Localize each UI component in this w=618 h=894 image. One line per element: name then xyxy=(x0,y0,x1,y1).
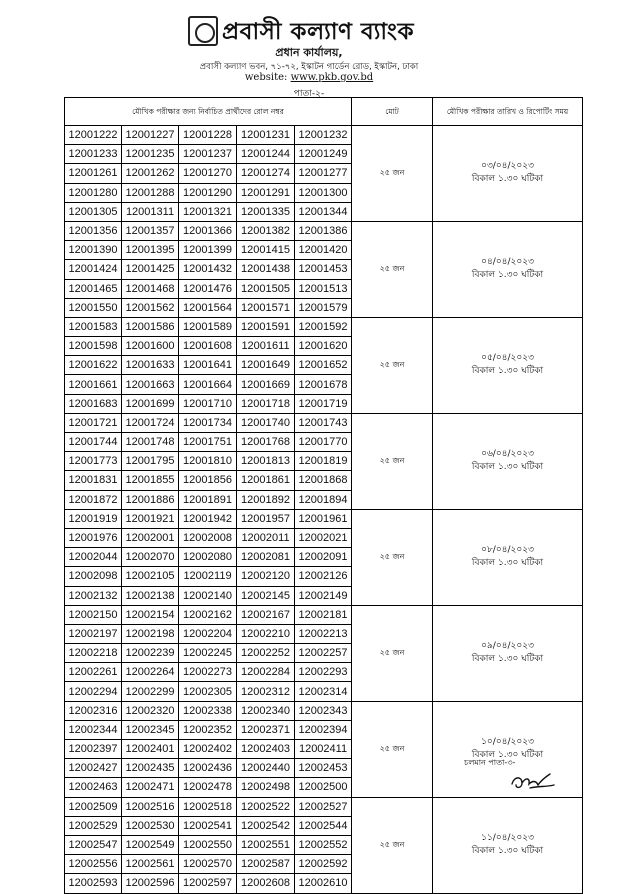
roll-number-cell: 12002587 xyxy=(237,855,295,874)
roll-number-cell: 12001744 xyxy=(65,433,122,452)
header-date: মৌখিক পরীক্ষার তারিখ ও রিপোর্টিং সময় xyxy=(433,98,583,126)
roll-number-cell: 12002344 xyxy=(65,720,122,739)
roll-number-cell: 12002541 xyxy=(179,816,237,835)
roll-number-cell: 12001886 xyxy=(122,490,179,509)
roll-number-cell: 12002245 xyxy=(179,644,237,663)
roll-number-cell: 12001300 xyxy=(295,183,352,202)
table-row xyxy=(65,317,583,336)
roll-number-cell: 12001386 xyxy=(295,221,352,240)
roll-number-cell: 12001468 xyxy=(122,279,179,298)
roll-number-cell: 12001872 xyxy=(65,490,122,509)
roll-number-cell: 12001589 xyxy=(179,317,237,336)
roll-number-cell: 12001233 xyxy=(65,145,122,164)
roll-number-cell: 12002197 xyxy=(65,624,122,643)
bank-logo xyxy=(188,16,218,46)
roll-number-cell: 12001743 xyxy=(295,413,352,432)
table-row xyxy=(65,701,583,720)
roll-number-cell: 12001718 xyxy=(237,394,295,413)
roll-number-cell: 12001513 xyxy=(295,279,352,298)
page-number: পাতা-২- xyxy=(293,89,325,99)
table-row xyxy=(65,413,583,432)
group-total-cell: ২৫ জন xyxy=(352,413,433,509)
roll-number-cell: 12002239 xyxy=(122,644,179,663)
roll-number-cell: 12001957 xyxy=(237,509,295,528)
roll-number-cell: 12001505 xyxy=(237,279,295,298)
table-header-row xyxy=(65,98,583,126)
logo-seal xyxy=(195,23,215,43)
roll-number-cell: 12001669 xyxy=(237,375,295,394)
roll-number-cell: 12002570 xyxy=(179,855,237,874)
office-address: প্রবাসী কল্যাণ ভবন, ৭১-৭২, ইস্কাটন গার্ডেন রোড, ইস্কাটন, ঢাকা xyxy=(199,62,419,72)
roll-number-cell: 12001620 xyxy=(295,337,352,356)
roll-number-cell: 12001583 xyxy=(65,317,122,336)
group-date-cell xyxy=(433,221,583,317)
group-total-cell: ২৫ জন xyxy=(352,797,433,893)
roll-number-cell: 12002044 xyxy=(65,548,122,567)
roll-number-cell: 12001641 xyxy=(179,356,237,375)
roll-number-cell: 12001564 xyxy=(179,298,237,317)
roll-number-cell: 12001562 xyxy=(122,298,179,317)
roll-number-cell: 12001721 xyxy=(65,413,122,432)
group-total-cell: ২৫ জন xyxy=(352,126,433,222)
roll-number-cell: 12001831 xyxy=(65,471,122,490)
group-date-cell xyxy=(433,605,583,701)
roll-number-cell: 12002257 xyxy=(295,644,352,663)
roll-number-cell: 12001868 xyxy=(295,471,352,490)
roll-number-cell: 12002340 xyxy=(237,701,295,720)
roll-number-cell: 12002518 xyxy=(179,797,237,816)
roll-number-cell: 12001465 xyxy=(65,279,122,298)
interview-date: ০৫/০৪/২০২৩ xyxy=(481,353,534,364)
roll-number-cell: 12001586 xyxy=(122,317,179,336)
roll-number-cell: 12002522 xyxy=(237,797,295,816)
roll-number-cell: 12002294 xyxy=(65,682,122,701)
roll-number-cell: 12001740 xyxy=(237,413,295,432)
interview-date: ০৯/০৪/২০২৩ xyxy=(481,641,534,652)
roll-number-cell: 12002401 xyxy=(122,740,179,759)
roll-number-cell: 12001395 xyxy=(122,241,179,260)
roll-number-cell: 12002343 xyxy=(295,701,352,720)
roll-number-cell: 12002593 xyxy=(65,874,122,893)
roll-number-cell: 12002544 xyxy=(295,816,352,835)
roll-number-cell: 12001228 xyxy=(179,126,237,145)
roll-number-cell: 12002435 xyxy=(122,759,179,778)
group-total-cell: ২৫ জন xyxy=(352,605,433,701)
roll-number-cell: 12002542 xyxy=(237,816,295,835)
roll-number-cell: 12001719 xyxy=(295,394,352,413)
roll-number-cell: 12001344 xyxy=(295,202,352,221)
roll-number-cell: 12001237 xyxy=(179,145,237,164)
roll-number-cell: 12002549 xyxy=(122,835,179,854)
roll-number-cell: 12001734 xyxy=(179,413,237,432)
roll-number-cell: 12001663 xyxy=(122,375,179,394)
roll-number-cell: 12001579 xyxy=(295,298,352,317)
roll-number-cell: 12001652 xyxy=(295,356,352,375)
roll-number-cell: 12001261 xyxy=(65,164,122,183)
roll-number-cell: 12002264 xyxy=(122,663,179,682)
roll-number-cell: 12002463 xyxy=(65,778,122,797)
roll-number-cell: 12001550 xyxy=(65,298,122,317)
roll-number-cell: 12001976 xyxy=(65,528,122,547)
roll-number-cell: 12001942 xyxy=(179,509,237,528)
roll-number-cell: 12001592 xyxy=(295,317,352,336)
office-name: প্রধান কার্যালয়, xyxy=(275,46,343,59)
roll-number-cell: 12001424 xyxy=(65,260,122,279)
roll-number-cell: 12002312 xyxy=(237,682,295,701)
roll-number-cell: 12002293 xyxy=(295,663,352,682)
roll-number-cell: 12002597 xyxy=(179,874,237,893)
roll-number-cell: 12002529 xyxy=(65,816,122,835)
roll-number-cell: 12001810 xyxy=(179,452,237,471)
roll-number-cell: 12002500 xyxy=(295,778,352,797)
roll-number-cell: 12002427 xyxy=(65,759,122,778)
roll-number-cell: 12001770 xyxy=(295,433,352,452)
roll-number-cell: 12001961 xyxy=(295,509,352,528)
roll-number-cell: 12002150 xyxy=(65,605,122,624)
roll-number-cell: 12002213 xyxy=(295,624,352,643)
roll-number-cell: 12002338 xyxy=(179,701,237,720)
website-link[interactable]: www.pkb.gov.bd xyxy=(290,72,374,83)
roll-number-cell: 12002551 xyxy=(237,835,295,854)
roll-number-cell: 12002314 xyxy=(295,682,352,701)
roll-number-cell: 12001795 xyxy=(122,452,179,471)
group-total-cell: ২৫ জন xyxy=(352,701,433,797)
roll-number-cell: 12002530 xyxy=(122,816,179,835)
roll-number-cell: 12002021 xyxy=(295,528,352,547)
roll-number-cell: 12001608 xyxy=(179,337,237,356)
continued-page-note: চলমান পাতা-৩- xyxy=(464,758,516,767)
roll-number-cell: 12001591 xyxy=(237,317,295,336)
roll-number-cell: 12001649 xyxy=(237,356,295,375)
roll-number-cell: 12002556 xyxy=(65,855,122,874)
table-row xyxy=(65,221,583,240)
roll-number-cell: 12001270 xyxy=(179,164,237,183)
website-label: website: xyxy=(244,72,288,83)
signature xyxy=(508,768,558,794)
website-line xyxy=(0,72,618,83)
roll-number-cell: 12002498 xyxy=(237,778,295,797)
roll-number-cell: 12001432 xyxy=(179,260,237,279)
roll-number-cell: 12002453 xyxy=(295,759,352,778)
header-roll-numbers: মৌখিক পরীক্ষার জন্য নির্বাচিত প্রার্থীদের রোল নম্বর xyxy=(65,98,352,126)
roll-number-cell: 12001748 xyxy=(122,433,179,452)
roll-number-cell: 12001453 xyxy=(295,260,352,279)
roll-number-cell: 12002140 xyxy=(179,586,237,605)
interview-date: ০৩/০৪/২০২৩ xyxy=(481,161,534,172)
roll-number-cell: 12001231 xyxy=(237,126,295,145)
reporting-time: বিকাল ১.৩০ ঘটিকা xyxy=(471,366,544,377)
roll-number-cell: 12001382 xyxy=(237,221,295,240)
roll-number-cell: 12001420 xyxy=(295,241,352,260)
roll-number-cell: 12001366 xyxy=(179,221,237,240)
roll-number-cell: 12001751 xyxy=(179,433,237,452)
roll-number-cell: 12002120 xyxy=(237,567,295,586)
reporting-time: বিকাল ১.৩০ ঘটিকা xyxy=(471,270,544,281)
roll-number-cell: 12002352 xyxy=(179,720,237,739)
header-total: মোট xyxy=(352,98,433,126)
roll-number-cell: 12001288 xyxy=(122,183,179,202)
roll-number-cell: 12002162 xyxy=(179,605,237,624)
roll-number-cell: 12002371 xyxy=(237,720,295,739)
interview-date: ১০/০৪/২০২৩ xyxy=(481,737,534,748)
roll-number-cell: 12001291 xyxy=(237,183,295,202)
roll-number-cell: 12002299 xyxy=(122,682,179,701)
roll-number-cell: 12002218 xyxy=(65,644,122,663)
roll-number-cell: 12002210 xyxy=(237,624,295,643)
group-date-cell xyxy=(433,126,583,222)
roll-number-cell: 12002167 xyxy=(237,605,295,624)
roll-number-cell: 12001600 xyxy=(122,337,179,356)
group-date-cell xyxy=(433,509,583,605)
roll-table xyxy=(64,97,583,894)
roll-number-cell: 12002154 xyxy=(122,605,179,624)
group-date-cell xyxy=(433,413,583,509)
roll-number-cell: 12002273 xyxy=(179,663,237,682)
interview-date: ১১/০৪/২০২৩ xyxy=(481,833,534,844)
roll-number-cell: 12002608 xyxy=(237,874,295,893)
roll-number-cell: 12001335 xyxy=(237,202,295,221)
interview-date: ০৬/০৪/২০২৩ xyxy=(481,449,534,460)
roll-number-cell: 12002138 xyxy=(122,586,179,605)
roll-number-cell: 12002397 xyxy=(65,740,122,759)
roll-number-cell: 12002181 xyxy=(295,605,352,624)
roll-number-cell: 12002011 xyxy=(237,528,295,547)
roll-number-cell: 12002403 xyxy=(237,740,295,759)
roll-number-cell: 12002145 xyxy=(237,586,295,605)
roll-number-cell: 12001235 xyxy=(122,145,179,164)
roll-number-cell: 12001768 xyxy=(237,433,295,452)
roll-number-cell: 12001598 xyxy=(65,337,122,356)
interview-date: ০৪/০৪/২০২৩ xyxy=(481,257,534,268)
roll-number-cell: 12002198 xyxy=(122,624,179,643)
roll-number-cell: 12001222 xyxy=(65,126,122,145)
reporting-time: বিকাল ১.৩০ ঘটিকা xyxy=(471,750,544,761)
interview-date: ০৮/০৪/২০২৩ xyxy=(481,545,534,556)
group-date-cell xyxy=(433,317,583,413)
roll-number-cell: 12001274 xyxy=(237,164,295,183)
roll-number-cell: 12001244 xyxy=(237,145,295,164)
table-row xyxy=(65,605,583,624)
roll-number-cell: 12002119 xyxy=(179,567,237,586)
roll-number-cell: 12002305 xyxy=(179,682,237,701)
roll-number-cell: 12001476 xyxy=(179,279,237,298)
roll-number-cell: 12001399 xyxy=(179,241,237,260)
group-total-cell: ২৫ জন xyxy=(352,317,433,413)
group-total-cell: ২৫ জন xyxy=(352,221,433,317)
roll-number-cell: 12002436 xyxy=(179,759,237,778)
roll-number-cell: 12002509 xyxy=(65,797,122,816)
reporting-time: বিকাল ১.৩০ ঘটিকা xyxy=(471,462,544,473)
roll-number-cell: 12002149 xyxy=(295,586,352,605)
roll-number-cell: 12002204 xyxy=(179,624,237,643)
roll-number-cell: 12002552 xyxy=(295,835,352,854)
roll-number-cell: 12002561 xyxy=(122,855,179,874)
roll-number-cell: 12002001 xyxy=(122,528,179,547)
roll-number-cell: 12001664 xyxy=(179,375,237,394)
roll-number-cell: 12001390 xyxy=(65,241,122,260)
table-row xyxy=(65,509,583,528)
roll-number-cell: 12001773 xyxy=(65,452,122,471)
roll-number-cell: 12001611 xyxy=(237,337,295,356)
reporting-time: বিকাল ১.৩০ ঘটিকা xyxy=(471,654,544,665)
roll-number-cell: 12001921 xyxy=(122,509,179,528)
roll-number-cell: 12001227 xyxy=(122,126,179,145)
roll-number-cell: 12001813 xyxy=(237,452,295,471)
roll-number-cell: 12001919 xyxy=(65,509,122,528)
roll-number-cell: 12001892 xyxy=(237,490,295,509)
reporting-time: বিকাল ১.৩০ ঘটিকা xyxy=(471,558,544,569)
roll-number-cell: 12001861 xyxy=(237,471,295,490)
reporting-time: বিকাল ১.৩০ ঘটিকা xyxy=(471,846,544,857)
roll-number-cell: 12001894 xyxy=(295,490,352,509)
roll-number-cell: 12001683 xyxy=(65,394,122,413)
roll-number-cell: 12002411 xyxy=(295,740,352,759)
roll-number-cell: 12001232 xyxy=(295,126,352,145)
roll-number-cell: 12002080 xyxy=(179,548,237,567)
group-total-cell: ২৫ জন xyxy=(352,509,433,605)
roll-number-cell: 12002320 xyxy=(122,701,179,720)
roll-number-cell: 12001280 xyxy=(65,183,122,202)
roll-number-cell: 12001856 xyxy=(179,471,237,490)
roll-number-cell: 12002261 xyxy=(65,663,122,682)
roll-number-cell: 12001290 xyxy=(179,183,237,202)
roll-number-cell: 12001262 xyxy=(122,164,179,183)
roll-number-cell: 12002592 xyxy=(295,855,352,874)
roll-number-cell: 12001724 xyxy=(122,413,179,432)
roll-number-cell: 12001305 xyxy=(65,202,122,221)
roll-number-cell: 12002471 xyxy=(122,778,179,797)
roll-number-cell: 12002081 xyxy=(237,548,295,567)
roll-number-cell: 12002126 xyxy=(295,567,352,586)
roll-number-cell: 12001249 xyxy=(295,145,352,164)
roll-number-cell: 12001855 xyxy=(122,471,179,490)
roll-number-cell: 12002105 xyxy=(122,567,179,586)
roll-number-cell: 12002547 xyxy=(65,835,122,854)
roll-number-cell: 12002070 xyxy=(122,548,179,567)
roll-number-cell: 12002478 xyxy=(179,778,237,797)
roll-number-cell: 12001678 xyxy=(295,375,352,394)
group-date-cell xyxy=(433,797,583,893)
roll-number-cell: 12001357 xyxy=(122,221,179,240)
roll-number-cell: 12001819 xyxy=(295,452,352,471)
table-row xyxy=(65,126,583,145)
roll-number-cell: 12002252 xyxy=(237,644,295,663)
roll-number-cell: 12001277 xyxy=(295,164,352,183)
roll-number-cell: 12001321 xyxy=(179,202,237,221)
reporting-time: বিকাল ১.৩০ ঘটিকা xyxy=(471,174,544,185)
roll-number-cell: 12001438 xyxy=(237,260,295,279)
roll-number-cell: 12001571 xyxy=(237,298,295,317)
roll-number-cell: 12001311 xyxy=(122,202,179,221)
roll-number-cell: 12002610 xyxy=(295,874,352,893)
roll-number-cell: 12002527 xyxy=(295,797,352,816)
roll-number-cell: 12002440 xyxy=(237,759,295,778)
roll-number-cell: 12001661 xyxy=(65,375,122,394)
bank-name: প্রবাসী কল্যাণ ব্যাংক xyxy=(222,19,415,45)
roll-number-cell: 12002008 xyxy=(179,528,237,547)
roll-number-cell: 12002132 xyxy=(65,586,122,605)
roll-number-cell: 12002098 xyxy=(65,567,122,586)
roll-number-cell: 12001415 xyxy=(237,241,295,260)
roll-number-cell: 12002316 xyxy=(65,701,122,720)
roll-table-body xyxy=(65,126,583,894)
roll-number-cell: 12001356 xyxy=(65,221,122,240)
roll-number-cell: 12001891 xyxy=(179,490,237,509)
roll-number-cell: 12002596 xyxy=(122,874,179,893)
roll-number-cell: 12001710 xyxy=(179,394,237,413)
roll-number-cell: 12001425 xyxy=(122,260,179,279)
roll-number-cell: 12002516 xyxy=(122,797,179,816)
roll-number-cell: 12002550 xyxy=(179,835,237,854)
roll-number-cell: 12001699 xyxy=(122,394,179,413)
roll-number-cell: 12001622 xyxy=(65,356,122,375)
roll-number-cell: 12001633 xyxy=(122,356,179,375)
roll-number-cell: 12002091 xyxy=(295,548,352,567)
roll-number-cell: 12002284 xyxy=(237,663,295,682)
roll-number-cell: 12002345 xyxy=(122,720,179,739)
roll-number-cell: 12002394 xyxy=(295,720,352,739)
roll-number-cell: 12002402 xyxy=(179,740,237,759)
